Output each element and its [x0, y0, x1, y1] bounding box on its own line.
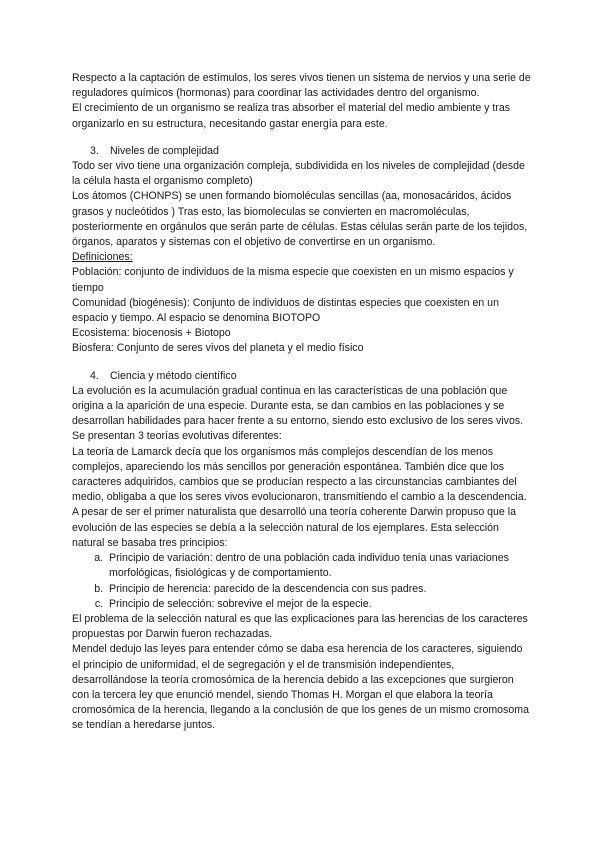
section-4-number: 4.: [90, 369, 99, 382]
section-4-paragraph-1: La evolución es la acumulación gradual continua en las características de una población que origina a la aparición de una especie. Durante esta, se dan cambios en las poblaciones y se desarrollan habilidades para hacer frente a su entorno, siendo esto exclusivo de los seres vivos.: [72, 384, 524, 428]
definition-biosfera: Biosfera: Conjunto de seres vivos del planeta y el medio físico: [72, 342, 364, 355]
definition-poblacion: Población: conjunto de individuos de la misma especie que coexisten en un mismo espacios y tiempo: [72, 266, 514, 294]
section-3-number: 3.: [90, 144, 99, 157]
definition-ecosistema: Ecosistema: biocenosis + Biotopo: [72, 327, 231, 340]
principle-herencia: b. Principio de herencia: parecido de la descendencia con sus padres.: [106, 582, 532, 597]
section-4-title: Ciencia y método científico: [110, 369, 237, 382]
definition-comunidad: Comunidad (biogénesis): Conjunto de individuos de distintas especies que coexisten en un espacio y tiempo. Al espacio se denomina BIOTOPO: [72, 296, 499, 325]
principles-list: [72, 551, 532, 612]
section-4-heading: [72, 369, 532, 384]
definitions-heading: Definiciones:: [72, 251, 133, 264]
section-4-paragraph-3: La teoría de Lamarck decía que los organismos más complejos descendían de los menos complejos, apareciendo los más sencillos por generación espontánea. También dice que los caracteres adquiridos, cambios que se producían respecto a las circunstancias cambiantes del medio, obligaba a que los seres vivos evolucionaron, transmitiendo el cambio a la descendencia. A pesar de ser el primer naturalista que desarrolló una teoría coherente Darwin propuso que la evolución de las especies se debía a la selección natural de los ejemplares. Esta selección natural se basaba tres principios:: [72, 445, 527, 549]
section-3-heading: [72, 144, 532, 159]
intro-paragraph-2: El crecimiento de un organismo se realiza tras absorber el material del medio ambiente y tras organizarlo en su estructura, necesitando gastar energía para este.: [72, 102, 511, 130]
section-4-paragraph-5: Mendel dedujo las leyes para entender cómo se daba esa herencia de los caracteres, siguiendo el principio de uniformidad, el de segregación y el de transmisión independientes, desarrollándose la teoría cromosómica de la herencia debido a las excepciones que surgieron con la tercera ley que enunció mendel, siendo Thomas H. Morgan el que elabora la teoría cromosómica de la herencia, llegando a la conclusión de que los genes de un mismo cromosoma se tendían a heredarse juntos.: [72, 643, 529, 732]
principle-variacion: a. Principio de variación: dentro de una población cada individuo tenía unas variaciones morfológicas, fisiológicas y de comportamiento.: [106, 551, 532, 581]
section-4-paragraph-2: Se presentan 3 teorías evolutivas diferentes:: [72, 430, 282, 443]
section-3-paragraph-2: Los átomos (CHONPS) se unen formando biomoléculas sencillas (aa, monosacáridos, ácidos grasos y nucleótidos ) Tras esto, las biomoleculas se convierten en macromoléculas, posteriormente en orgánulos que serán parte de células. Estas células serán parte de los tejidos, órganos, aparatos y sistemas con el objetivo de convertirse en un organismo.: [72, 190, 528, 249]
intro-paragraph-1: Respecto a la captación de estímulos, los seres vivos tienen un sistema de nervios y una serie de reguladores químicos (hormonas) para coordinar las actividades dentro del organismo.: [72, 72, 531, 100]
section-3-paragraph-1: Todo ser vivo tiene una organización compleja, subdividida en los niveles de complejidad (desde la célula hasta el organismo completo): [72, 160, 525, 188]
principle-seleccion: c. Principio de selección: sobrevive el mejor de la especie.: [106, 597, 532, 612]
section-4-paragraph-4: El problema de la selección natural es que las explicaciones para las herencias de los caracteres propuestas por Darwin fueron rechazadas.: [72, 612, 528, 641]
section-3-title: Niveles de complejidad: [110, 144, 219, 157]
document-body: [72, 71, 532, 734]
